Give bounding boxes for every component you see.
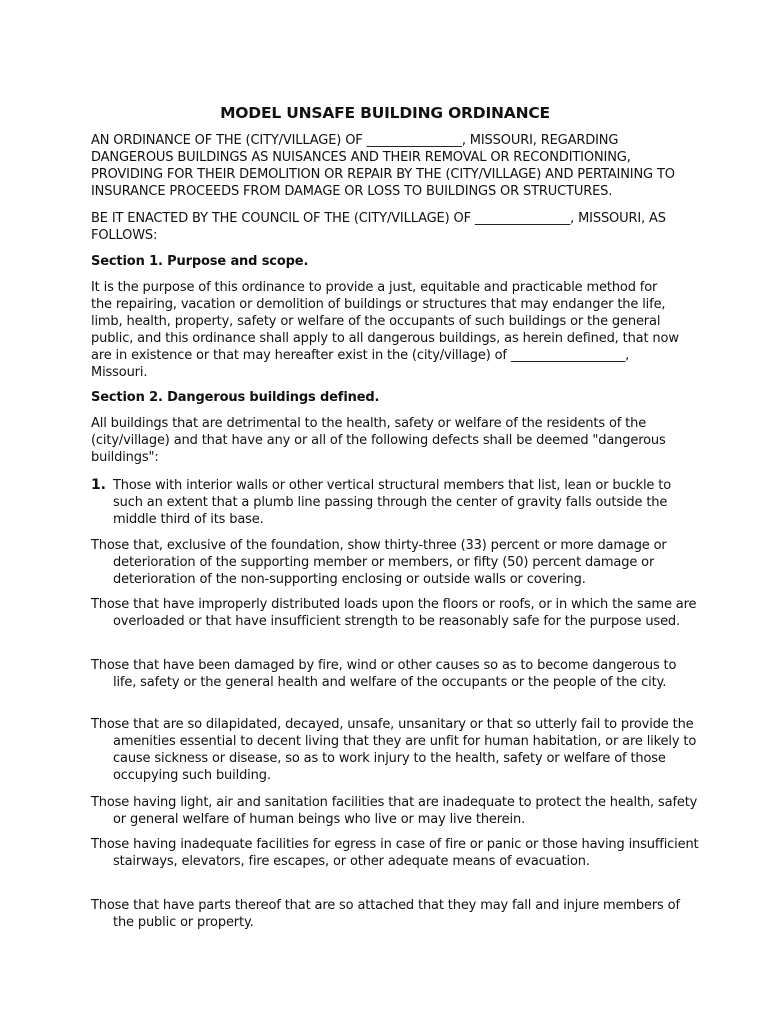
enactment-paragraph: BE IT ENACTED BY THE COUNCIL OF THE (CITY/VILLAGE) OF _______________, MISSOURI, AS FOLLOWS: [91,211,666,243]
defect-item-8 [91,897,703,931]
defect-item-4 [91,657,703,691]
defect-item-7-text: Those having inadequate facilities for egress in case of fire or panic or those having insufficient stairways, elevators, fire escapes, or other adequate means of evacuation. [91,837,699,869]
section-1-heading: Section 1. Purpose and scope. [91,254,309,269]
section-2-intro: All buildings that are detrimental to the health, safety or welfare of the residents of the (city/village) and that have any or all of the following defects shall be deemed "dangerous buildings": [91,416,666,465]
defect-item-7 [91,836,703,870]
defect-item-4-text: Those that have been damaged by fire, wind or other causes so as to become dangerous to life, safety or the general health and welfare of the occupants or the people of the city. [91,658,677,690]
document-title: MODEL UNSAFE BUILDING ORDINANCE [220,104,550,122]
defect-item-1-number: 1. [91,477,106,493]
defect-item-3-text: Those that have improperly distributed loads upon the floors or roofs, or in which the same are overloaded or that have insufficient strength to be reasonably safe for the purpose used. [91,597,697,629]
defect-item-1-text: Those with interior walls or other vertical structural members that list, lean or buckle to such an extent that a plumb line passing through the center of gravity falls outside the middle third of its base. [113,478,672,527]
defect-item-5 [91,716,703,784]
defect-item-2-text: Those that, exclusive of the foundation, show thirty-three (33) percent or more damage or deterioration of the supporting member or members, or fifty (50) percent damage or deterioration of the non-supporting enclosing or outside walls or covering. [91,538,667,587]
section-2-heading: Section 2. Dangerous buildings defined. [91,390,380,405]
defect-item-3 [91,596,703,630]
defect-item-6 [91,794,703,828]
defect-item-8-text: Those that have parts thereof that are so attached that they may fall and injure members of the public or property. [91,898,680,930]
defect-item-1 [91,477,703,528]
section-1-body: It is the purpose of this ordinance to provide a just, equitable and practicable method for the repairing, vacation or demolition of buildings or structures that may endanger the life, limb, health, property, safety or welfare of the occupants of such buildings or the general public, and this ordinance shall apply to all dangerous buildings, as herein defined, that now are in existence or that may hereafter exist in the (city/village) of __________________, Missouri. [91,280,679,380]
defect-item-5-text: Those that are so dilapidated, decayed, unsafe, unsanitary or that so utterly fail to provide the amenities essential to decent living that they are unfit for human habitation, or are likely to cause sickness or disease, so as to work injury to the health, safety or welfare of those occupying such building. [91,717,697,783]
preamble-paragraph: AN ORDINANCE OF THE (CITY/VILLAGE) OF _______________, MISSOURI, REGARDING DANGEROUS BUILDINGS AS NUISANCES AND THEIR REMOVAL OR RECONDITIONING, PROVIDING FOR THEIR DEMOLITION OR REPAIR BY THE (CITY/VILLAGE) AND PERTAINING TO INSURANCE PROCEEDS FROM DAMAGE OR LOSS TO BUILDINGS OR STRUCTURES. [91,133,675,199]
defect-item-6-text: Those having light, air and sanitation facilities that are inadequate to protect the health, safety or general welfare of human beings who live or may live therein. [91,795,698,827]
defect-item-2 [91,537,703,588]
